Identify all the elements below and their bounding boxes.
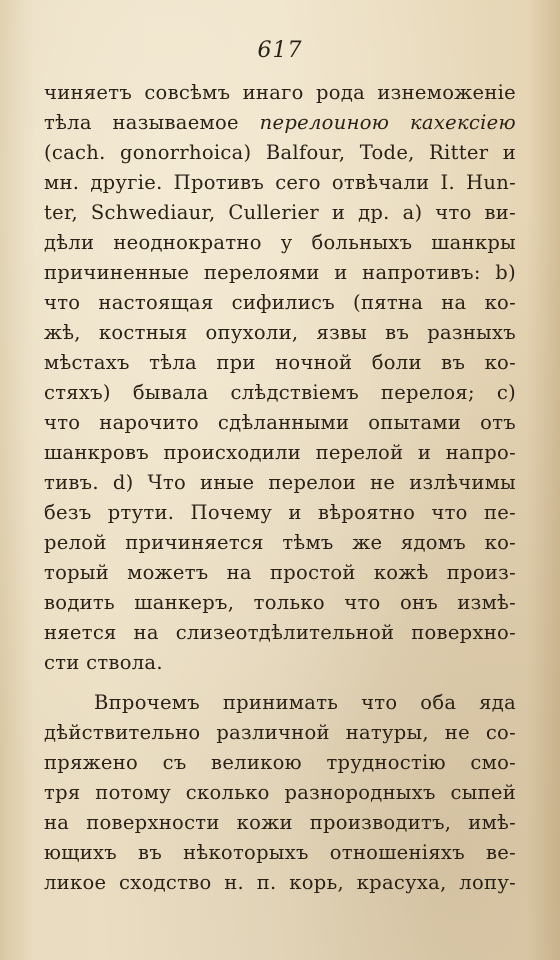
- text-line: пряжено съ великою трудностію смо-: [44, 751, 516, 774]
- paragraph-gap: [44, 678, 516, 688]
- text-line: причиненные перелоями и напротивъ: b): [44, 261, 516, 284]
- text-line: ликое сходство н. п. корь, красуха, лопу-: [44, 871, 516, 894]
- text-line: тивъ. d) Что иные перелои не излѣчимы: [44, 471, 516, 494]
- italic-term: перелоиною кахексіею: [259, 111, 516, 134]
- text-line: мн. другіе. Противъ сего отвѣчали I. Hun-: [44, 171, 516, 194]
- text-line: тѣла называемое перелоиною кахексіею: [44, 111, 516, 134]
- text-line: (cach. gonorrhoica) Balfour, Tode, Ritter и: [44, 141, 516, 164]
- text-line: ющихъ въ нѣкоторыхъ отношеніяхъ ве-: [44, 841, 516, 864]
- text-line: торый можетъ на простой кожѣ произ-: [44, 561, 516, 584]
- paragraph-2: [44, 688, 516, 898]
- text-line: релой причиняется тѣмъ же ядомъ ко-: [44, 531, 516, 554]
- text-line: чиняетъ совсѣмъ инаго рода изнеможеніе: [44, 81, 516, 104]
- paragraph-1: [44, 78, 516, 678]
- text-line: дѣли неоднократно у больныхъ шанкры: [44, 231, 516, 254]
- text-line: тря потому сколько разнородныхъ сыпей: [44, 781, 516, 804]
- page-number: 617: [257, 38, 303, 63]
- text-line: мѣстахъ тѣла при ночной боли въ ко-: [44, 351, 516, 374]
- text-line: Впрочемъ принимать что оба яда: [94, 691, 516, 714]
- text-line: сти ствола.: [44, 651, 163, 674]
- text-line: безъ ртути. Почему и вѣроятно что пе-: [44, 501, 516, 524]
- text-line: что нарочито сдѣланными опытами отъ: [44, 411, 516, 434]
- text-line: шанкровъ происходили перелой и напро-: [44, 441, 516, 464]
- text-line: дѣйствительно различной натуры, не со-: [44, 721, 516, 744]
- text-line: водить шанкеръ, только что онъ измѣ-: [44, 591, 516, 614]
- text-line: стяхъ) бывала слѣдствіемъ перелоя; с): [44, 381, 516, 404]
- text-line: няется на слизеотдѣлительной поверхно-: [44, 621, 516, 644]
- text-line: на поверхности кожи производитъ, имѣ-: [44, 811, 516, 834]
- text-line: жѣ, костныя опухоли, язвы въ разныхъ: [44, 321, 516, 344]
- text-line: что настоящая сифилисъ (пятна на ко-: [44, 291, 516, 314]
- text-line: ter, Schwediaur, Cullerier и др. а) что ви-: [44, 201, 516, 224]
- body-text: [44, 78, 516, 898]
